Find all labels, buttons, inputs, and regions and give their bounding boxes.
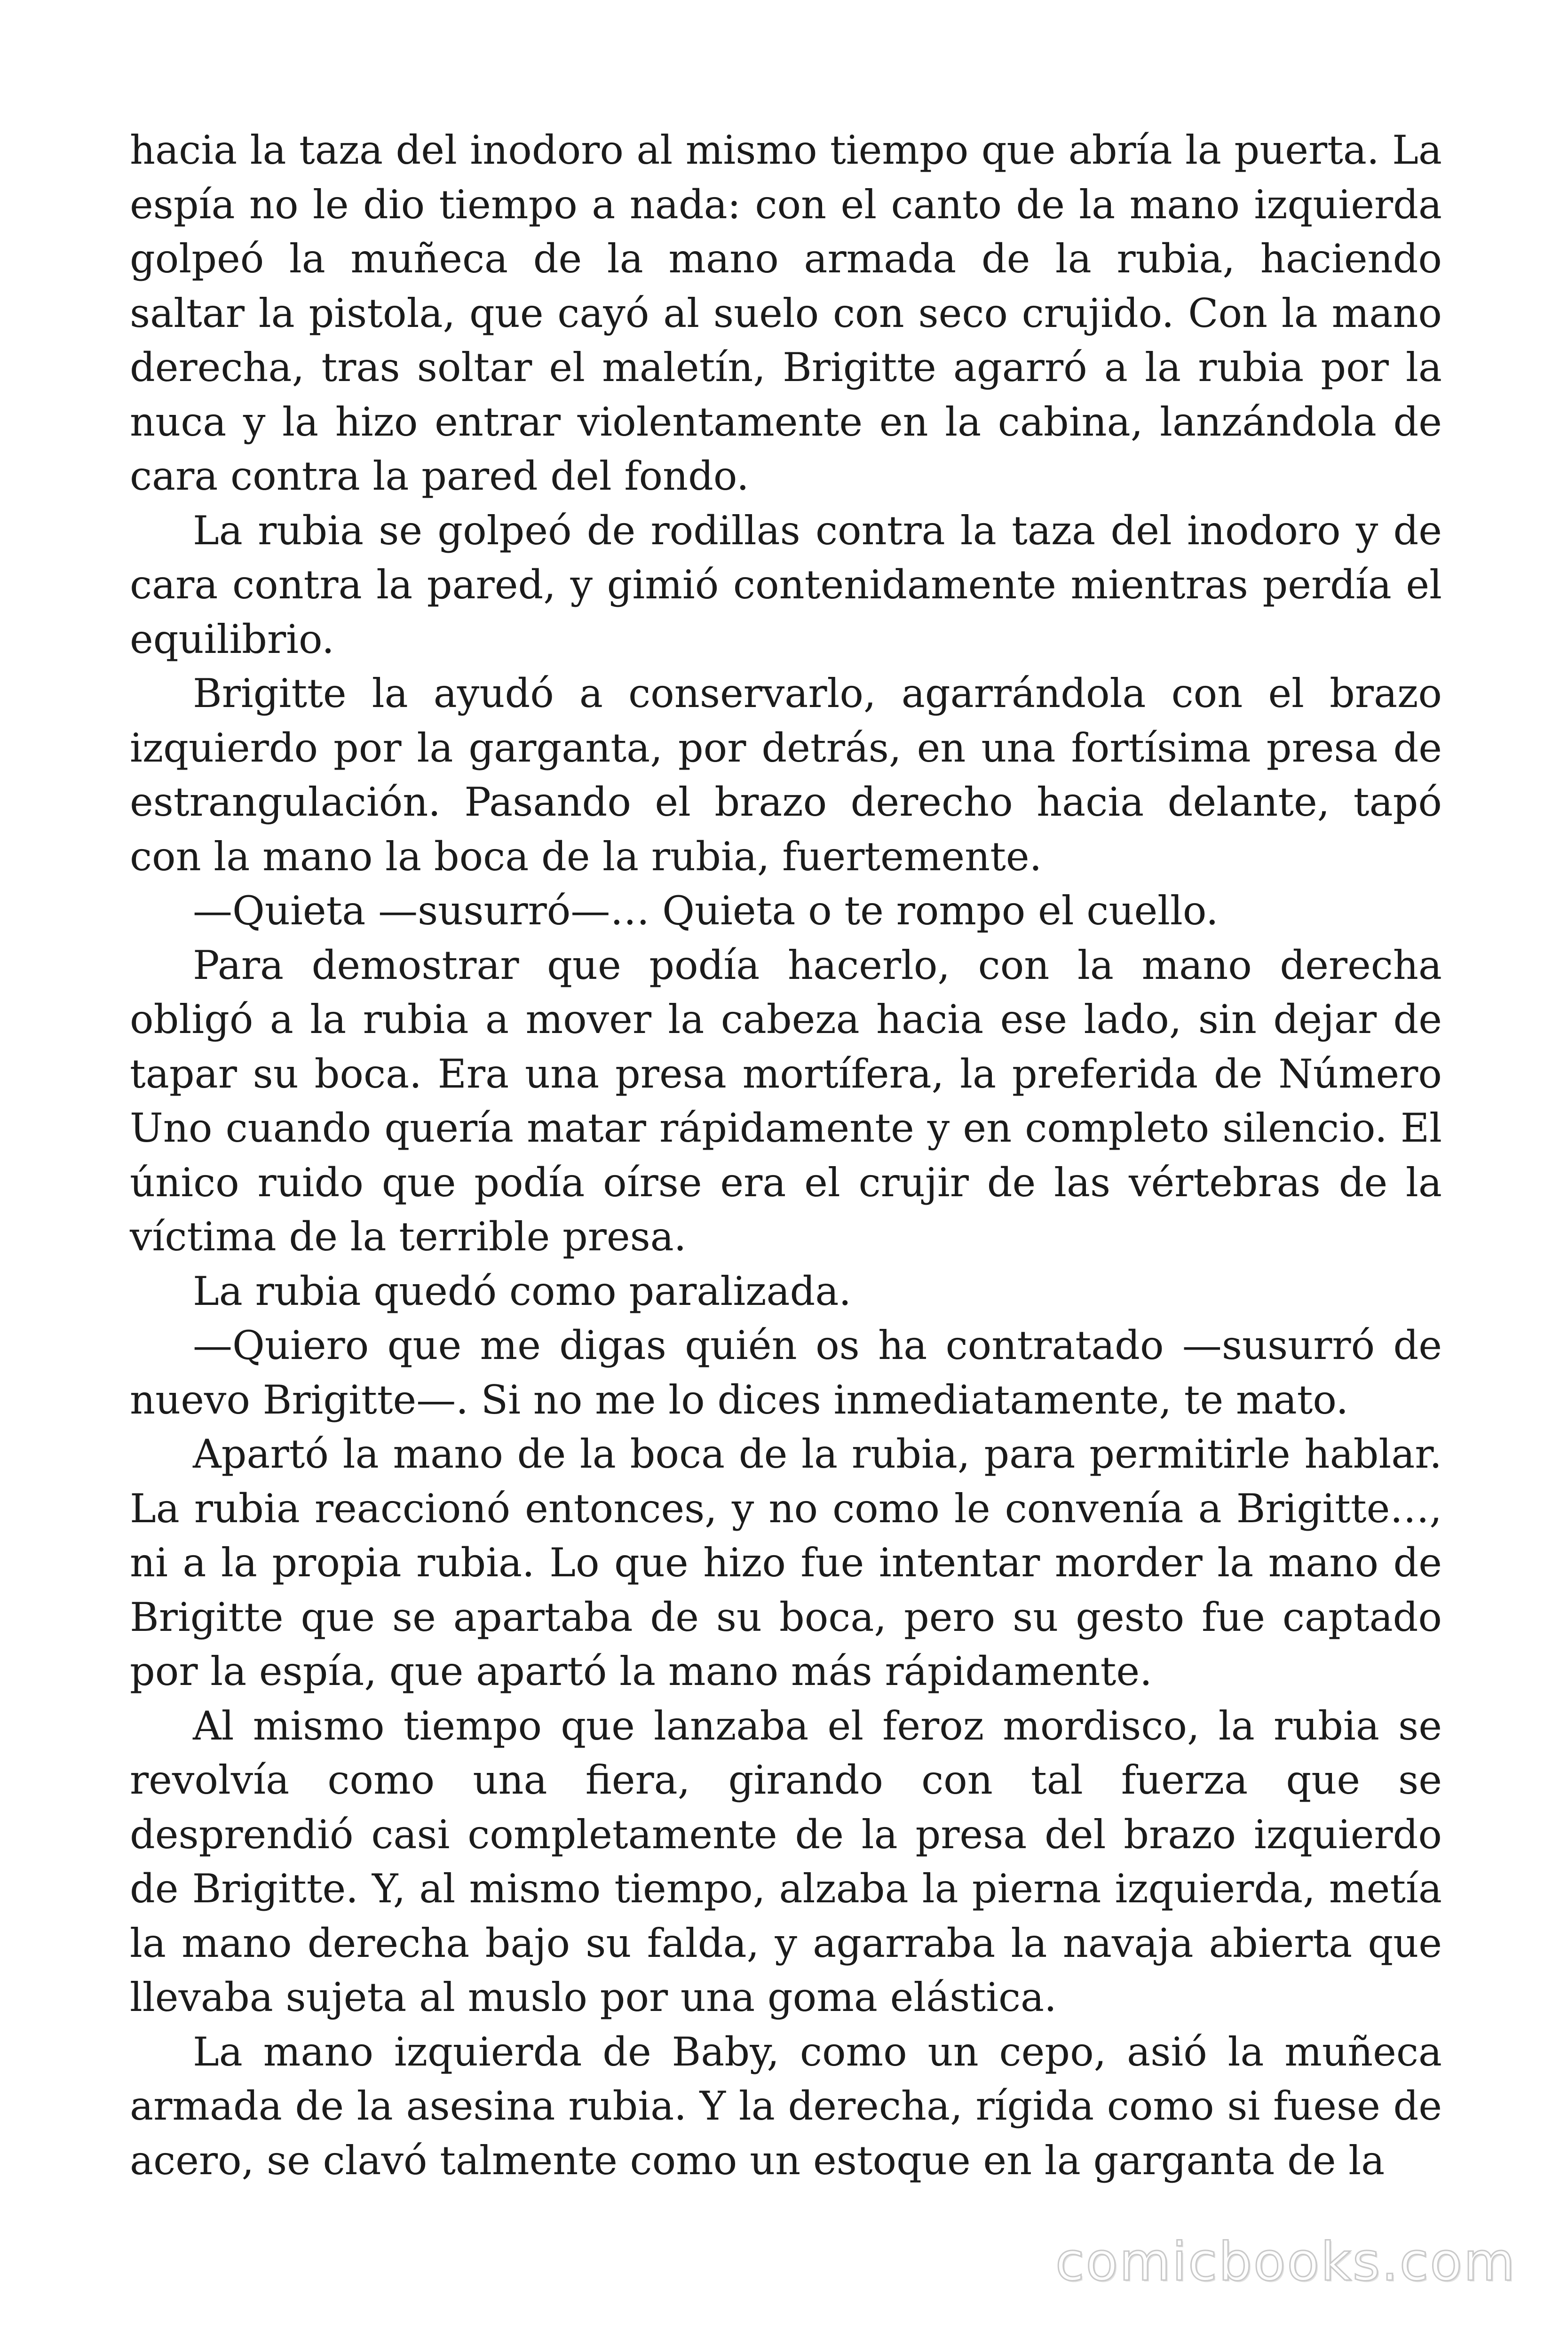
watermark: comicbooks.com [1055,2232,1516,2293]
paragraph: La mano izquierda de Baby, como un cepo, asió la muñeca armada de la asesina rubia. Y la derecha, rígida como si fuese de acero, se clavó talmente como un estoque en la garganta de la [130,2028,1442,2184]
paragraph: La rubia quedó como paralizada. [193,1268,852,1314]
paragraph: —Quieta —susurró—… Quieta o te rompo el cuello. [193,888,1219,934]
page-body-text [130,123,1442,2188]
paragraph: La rubia se golpeó de rodillas contra la taza del inodoro y de cara contra la pared, y gimió contenidamente mientras perdía el equilibrio. [130,507,1442,662]
paragraph: —Quiero que me digas quién os ha contratado —susurró de nuevo Brigitte—. Si no me lo dices inmediatamente, te mato. [130,1322,1442,1423]
paragraph: hacia la taza del inodoro al mismo tiempo que abría la puerta. La espía no le dio tiempo a nada: con el canto de la mano izquierda golpeó la muñeca de la mano armada de la rubia, haciendo saltar la pistola, que cayó al suelo con seco crujido. Con la mano derecha, tras soltar el maletín, Brigitte agarró a la rubia por la nuca y la hizo entrar violentamente en la cabina, lanzándola de cara contra la pared del fondo. [130,127,1442,499]
paragraph: Al mismo tiempo que lanzaba el feroz mordisco, la rubia se revolvía como una fiera, girando con tal fuerza que se desprendió casi completamente de la presa del brazo izquierdo de Brigitte. Y, al mismo tiempo, alzaba la pierna izquierda, metía la mano derecha bajo su falda, y agarraba la navaja abierta que llevaba sujeta al muslo por una goma elástica. [130,1702,1442,2020]
paragraph: Brigitte la ayudó a conservarlo, agarrándola con el brazo izquierdo por la garganta, por detrás, en una fortísima presa de estrangulación. Pasando el brazo derecho hacia delante, tapó con la mano la boca de la rubia, fuertemente. [130,670,1442,880]
paragraph: Para demostrar que podía hacerlo, con la mano derecha obligó a la rubia a mover la cabeza hacia ese lado, sin dejar de tapar su boca. Era una presa mortífera, la preferida de Número Uno cuando quería matar rápidamente y en completo silencio. El único ruido que podía oírse era el crujir de las vértebras de la víctima de la terrible presa. [130,942,1442,1260]
paragraph: Apartó la mano de la boca de la rubia, para permitirle hablar. La rubia reaccionó entonces, y no como le convenía a Brigitte…, ni a la propia rubia. Lo que hizo fue intentar morder la mano de Brigitte que se apartaba de su boca, pero su gesto fue captado por la espía, que apartó la mano más rápidamente. [130,1431,1442,1694]
